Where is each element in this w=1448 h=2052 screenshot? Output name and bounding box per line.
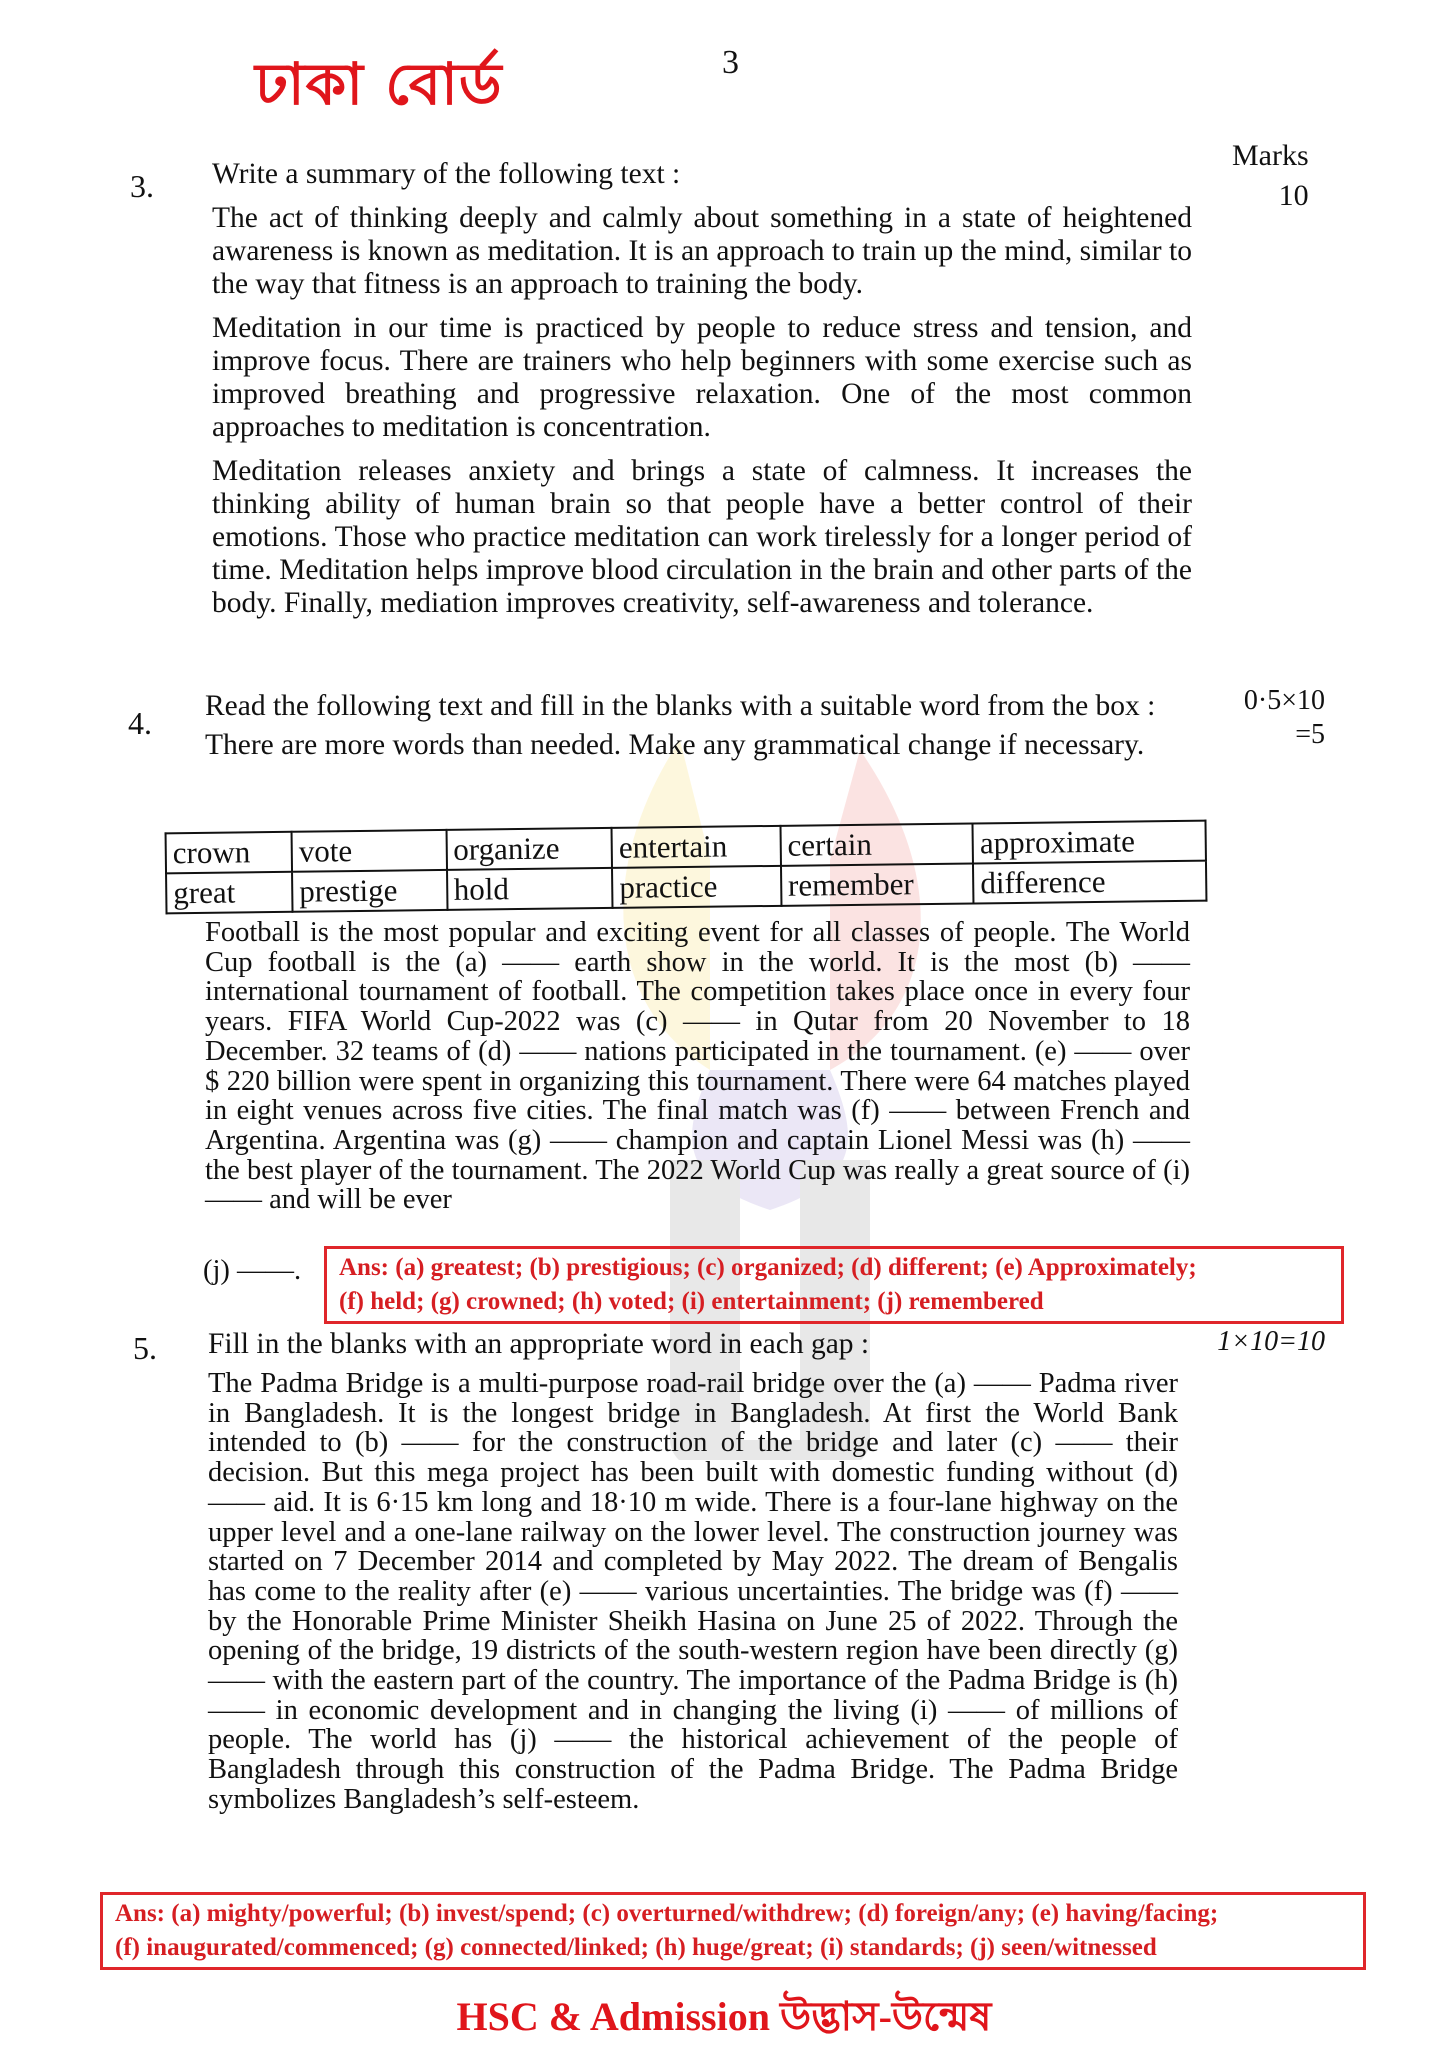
q5-answer-box — [100, 1892, 1366, 1970]
q5-block — [208, 1328, 1178, 1815]
q5-passage: The Padma Bridge is a multi-purpose road-rail bridge over the (a) —— Padma river in Bangladesh. It is the longest bridge in Bangladesh. At first the World Bank intended to (b) —— for the construction of the bridge and later (c) —— their decision. But this mega project has been built with domestic funding without (d) —— aid. It is 6·15 km long and 18·10 m wide. There is a four-lane highway on the upper level and a one-lane railway on the lower level. The construction journey was started on 7 December 2014 and completed by May 2022. The dream of Bengalis has come to the reality after (e) —— various uncertainties. The bridge was (f) —— by the Honorable Prime Minister Sheikh Hasina on June 25 of 2022. Through the opening of the bridge, 19 districts of the south-western region have been directly (g) —— with the eastern part of the country. The importance of the Padma Bridge is (h) —— in economic development and in changing the living (i) —— of millions of people. The world has (j) —— the historical achievement of the people of Bangladesh through this construction of the Padma Bridge. The Padma Bridge symbolizes Bangladesh’s self-esteem. — [208, 1368, 1178, 1815]
word-cell: vote — [292, 830, 447, 872]
word-cell: entertain — [612, 826, 781, 868]
word-cell: remember — [781, 863, 974, 905]
word-cell: crown — [166, 832, 293, 874]
q5-instruction: Fill in the blanks with an appropriate word in each gap : — [208, 1328, 870, 1360]
q4-number: 4. — [128, 705, 152, 741]
word-box — [165, 820, 1208, 915]
marks-label: Marks — [1232, 139, 1309, 172]
word-cell: prestige — [292, 870, 447, 912]
q4-passage: Football is the most popular and exciting event for all classes of people. The World Cup football is the (a) —— earth show in the world. It is the most (b) —— international tournament of football. The competition takes place once in every four years. FIFA World Cup-2022 was (c) —— in Qutar from 20 November to 18 December. 32 teams of (d) —— nations participated in the tournament. (e) —— over $ 220 billion were spent in organizing this tournament. There were 64 matches played in eight venues across five cities. The final match was (f) —— between French and Argentina. Argentina was (g) —— champion and captain Lionel Messi was (h) —— the best player of the tournament. The 2022 World Cup was really a great source of (i) —— and will be ever — [205, 917, 1190, 1216]
marks-header — [1232, 136, 1309, 216]
page-number: 3 — [722, 44, 739, 81]
q4-marks-line1: 0·5×10 — [1243, 685, 1325, 716]
q3-block — [212, 158, 1192, 620]
q5-marks: 1×10=10 — [1217, 1326, 1325, 1357]
q4-marks-line2: =5 — [1295, 719, 1325, 750]
q3-paragraph-2: Meditation in our time is practiced by people to reduce stress and tension, and improve focus. There are trainers who help beginners with some exercise such as improved breathing and progressive relaxation. One of the most common approaches to meditation is concentration. — [212, 312, 1192, 443]
word-cell: approximate — [973, 821, 1206, 864]
q4-passage-block — [205, 918, 1190, 1215]
footer-brand: HSC & Admission উদ্ভাস-উন্মেষ — [456, 1994, 992, 2039]
q4-answer-box — [324, 1246, 1344, 1324]
q3-paragraph-1: The act of thinking deeply and calmly about something in a state of heightened awareness is known as meditation. It is an approach to train up the mind, similar to the way that fitness is an approach to training the body. — [212, 202, 1192, 300]
q5-number: 5. — [133, 1330, 157, 1366]
q5-answer-line2: (f) inaugurated/commenced; (g) connected/linked; (h) huge/great; (i) standards; (j) seen/witnessed — [115, 1934, 1157, 1961]
q5-answer-line1: Ans: (a) mighty/powerful; (b) invest/spend; (c) overturned/withdrew; (d) foreign/any; (e) having/facing; — [115, 1900, 1219, 1927]
word-cell: great — [166, 872, 293, 914]
board-title: ঢাকা বোর্ড — [255, 50, 503, 118]
q4-last-blank: (j) ——. — [203, 1255, 302, 1286]
q4-block — [205, 690, 1190, 762]
q3-number: 3. — [130, 168, 154, 204]
q4-answer-line1: Ans: (a) greatest; (b) prestigious; (c) organized; (d) different; (e) Approximately; — [339, 1254, 1197, 1281]
q4-note: There are more words than needed. Make any grammatical change if necessary. — [205, 729, 1145, 761]
word-cell: organize — [446, 828, 612, 870]
q4-answer-line2: (f) held; (g) crowned; (h) voted; (i) entertainment; (j) remembered — [339, 1288, 1044, 1315]
q3-marks: 10 — [1278, 179, 1309, 212]
word-cell: hold — [447, 868, 613, 910]
q3-instruction: Write a summary of the following text : — [212, 158, 681, 190]
q4-instruction: Read the following text and fill in the blanks with a suitable word from the box : — [205, 690, 1156, 722]
q4-marks — [1210, 684, 1325, 752]
q3-paragraph-3: Meditation releases anxiety and brings a state of calmness. It increases the thinking ability of human brain so that people have a better control of their emotions. Those who practice meditation can work tirelessly for a longer period of time. Meditation helps improve blood circulation in the brain and other parts of the body. Finally, mediation improves creativity, self-awareness and tolerance. — [212, 455, 1192, 619]
word-cell: certain — [780, 823, 973, 865]
word-cell: difference — [973, 861, 1206, 904]
word-cell: practice — [612, 866, 781, 908]
